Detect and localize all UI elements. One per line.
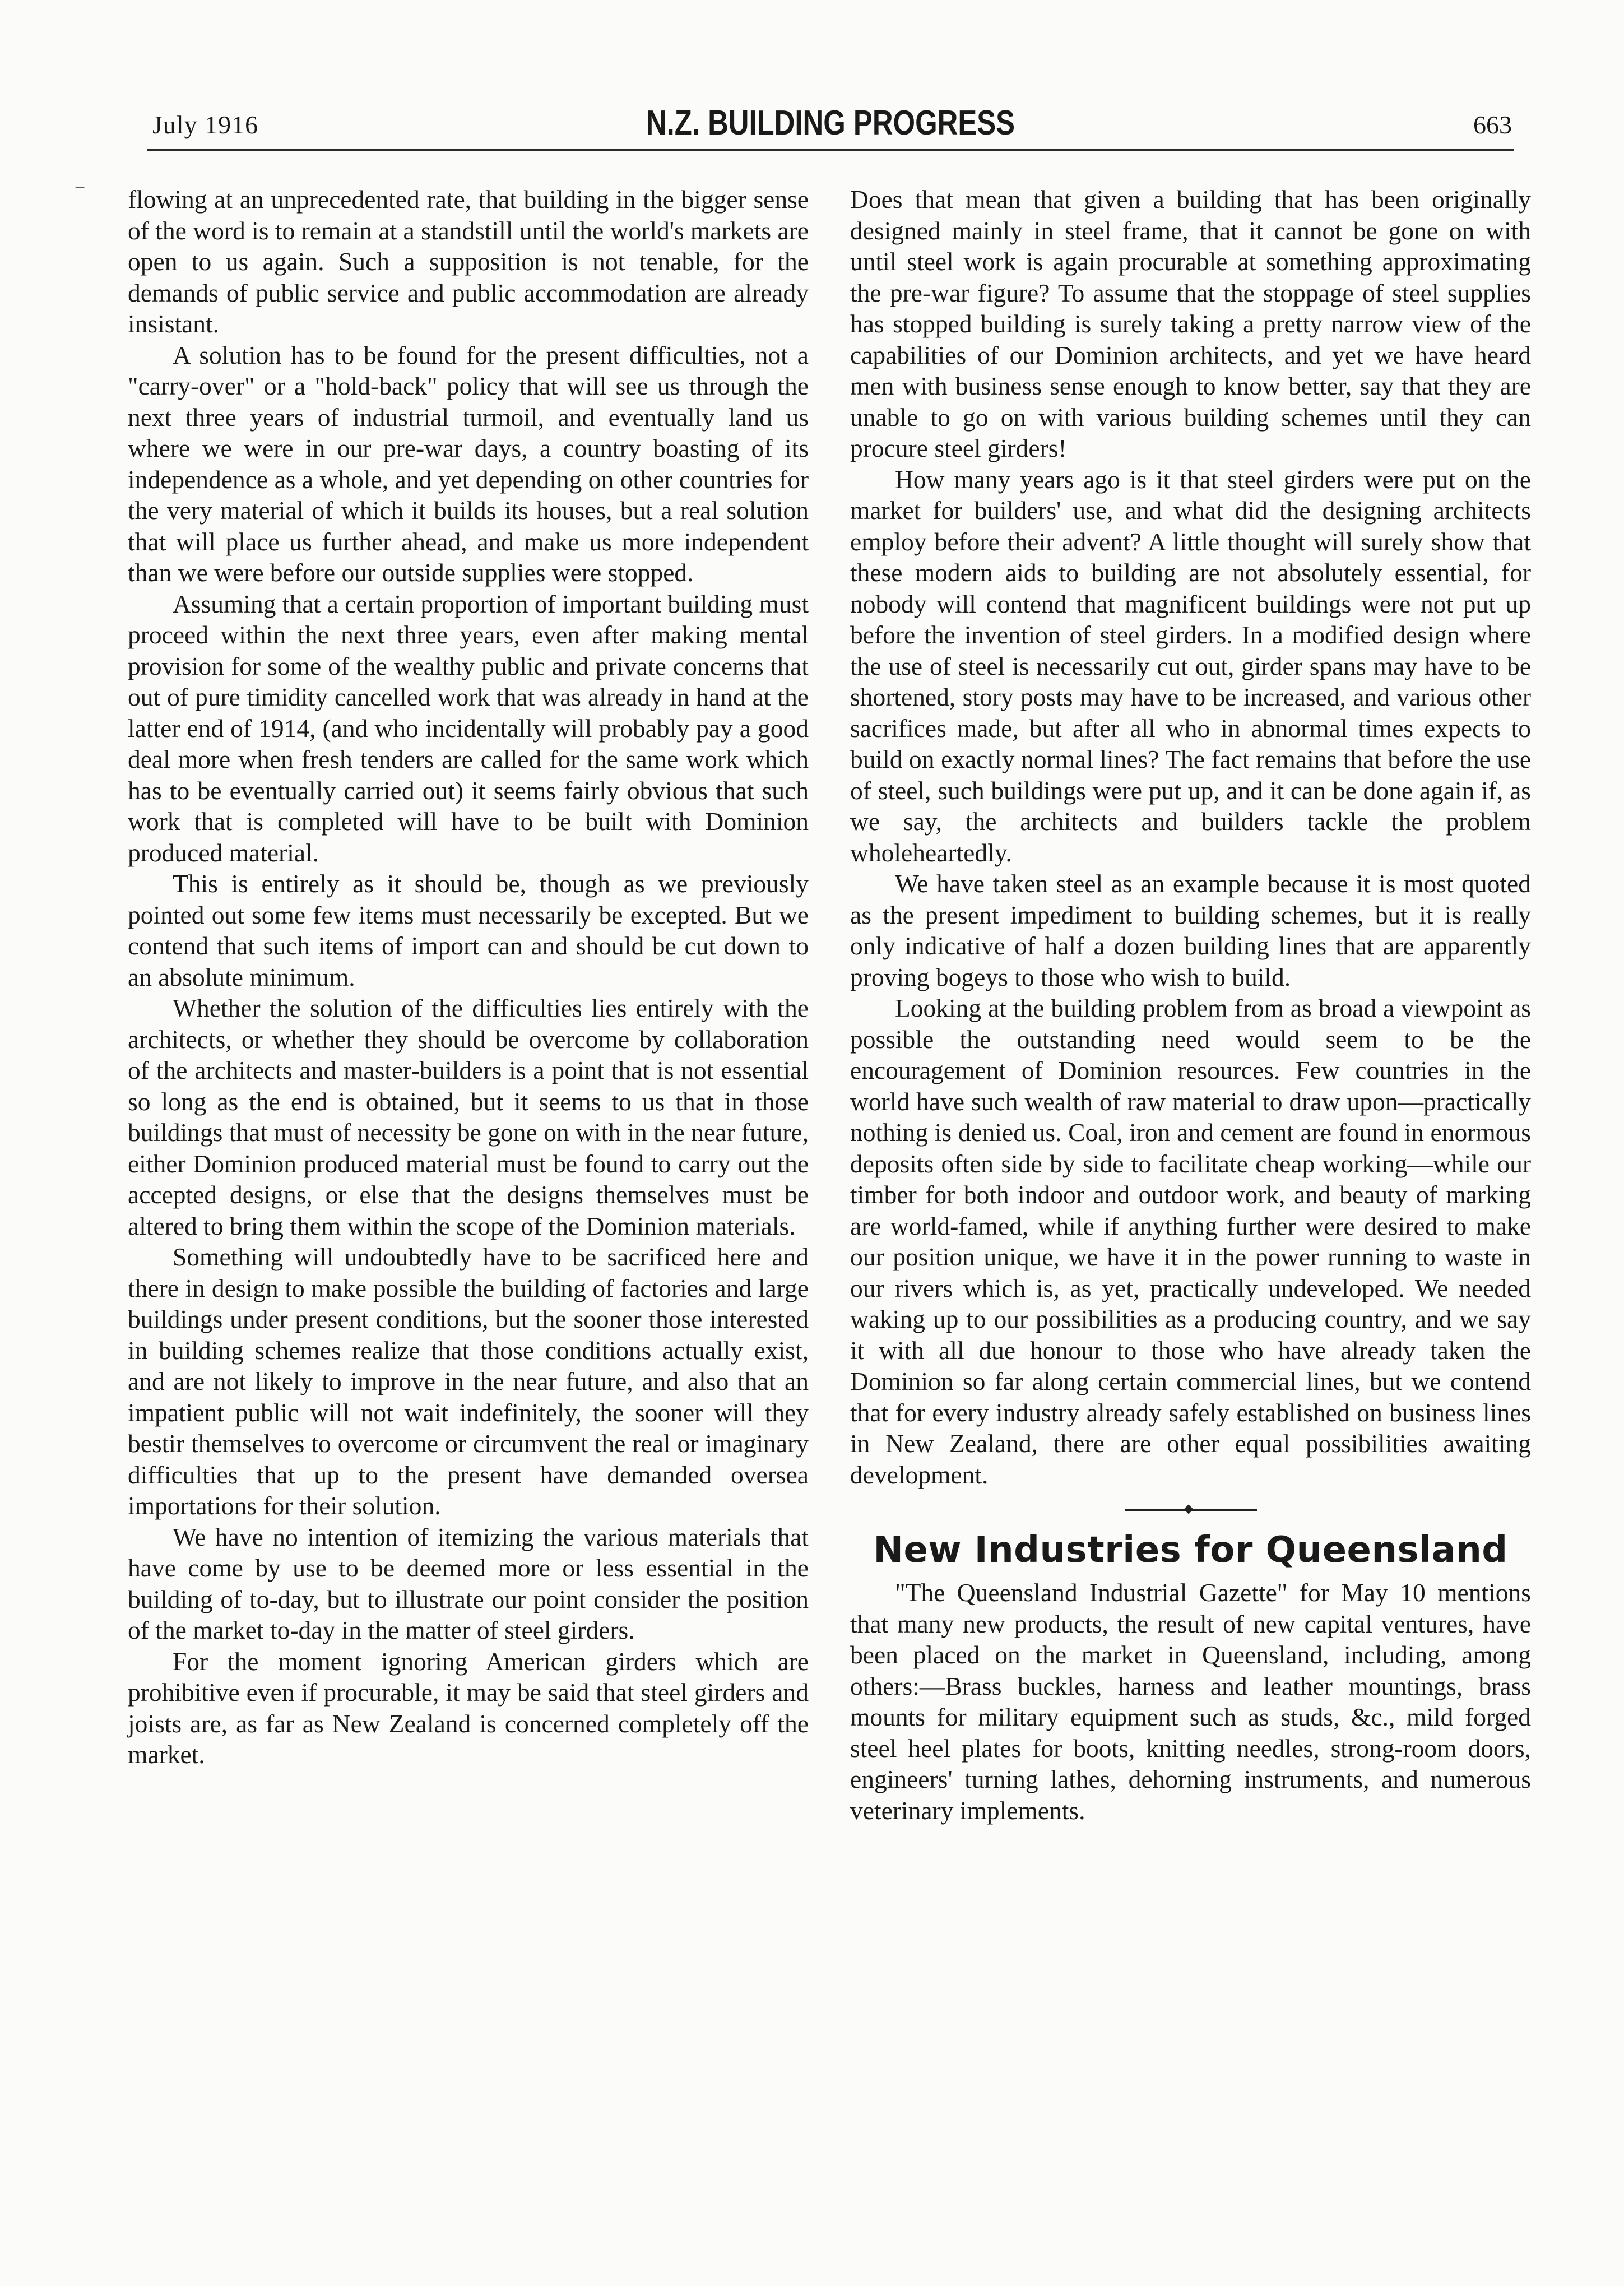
paragraph: How many years ago is it that steel girders were put on the market for builders' use, and what did the designing architects employ before their advent? A little thought will surely show that these modern aids to building are not absolutely essential, for nobody will contend that magnificent buildings were not put up before the invention of steel girders. In a modified design where the use of steel is necessarily cut out, girder spans may have to be shortened, story posts may have to be increased, and various other sacrifices made, but after all who in abnormal times expects to build on exactly normal lines? The fact remains that before the use of steel, such buildings were put up, and it can be done again if, as we say, the architects and builders tackle the problem wholeheartedly. [850,465,1531,867]
divider-ornament [1184,1505,1193,1514]
margin-tick-mark: ⁻ [74,179,86,204]
paragraph: We have taken steel as an example because it is most quoted as the present impediment to building schemes, but it is really only indicative of half a dozen building lines that are apparently proving bogeys to those who wish to build. [850,869,1531,991]
paragraph: This is entirely as it should be, though as we previously pointed out some few items must necessarily be excepted. But we contend that such items of import can and should be cut down to an absolute minimum. [128,869,809,991]
header-rule [147,149,1514,151]
page-number: 663 [1473,110,1512,139]
paragraph: Something will undoubtedly have to be sacrificed here and there in design to make possible the building of factories and large buildings under present conditions, but the sooner those interested in building schemes realize that those conditions actually exist, and are not likely to improve in the near future, and also that an impatient public will not wait indefinitely, the sooner will they bestir themselves to overcome or circumvent the real or imaginary difficulties that up to the present have demanded oversea importations for their solution. [128,1242,809,1520]
section-divider [1125,1509,1257,1511]
publication-title: N.Z. BUILDING PROGRESS [646,104,1015,142]
right-column [850,184,1531,1826]
paragraph: We have no intention of itemizing the various materials that have come by use to be deemed more or less essential in the building of to-day, but to illustrate our point consider the position of the market to-day in the matter of steel girders. [128,1522,809,1644]
paragraph: Whether the solution of the difficulties lies entirely with the architects, or whether they should be overcome by collaboration of the architects and master-builders is a point that is not essential so long as the end is obtained, but it seems to us that in those buildings that must of necessity be gone on with in the near future, either Dominion produced material must be found to carry out the accepted designs, or else that the designs themselves must be altered to bring them within the scope of the Dominion materials. [128,994,809,1240]
running-head [147,105,1514,156]
paragraph: flowing at an unprecedented rate, that building in the bigger sense of the word is to remain at a standstill until the world's markets are open to us again. Such a supposition is not tenable, for the demands of public service and public accommodation are already insistant. [128,185,809,338]
issue-date: July 1916 [152,110,259,139]
left-column [128,184,809,1770]
paragraph: "The Queensland Industrial Gazette" for May 10 mentions that many new products, the result of new capital ventures, have been placed on the market in Queensland, including, among others:—Brass buckles, harness and leather mountings, brass mounts for military equipment such as studs, &c., mild forged steel heel plates for boots, knitting needles, strong-room doors, engineers' turning lathes, dehorning instruments, and numerous veterinary implements. [850,1578,1531,1825]
paragraph: A solution has to be found for the present difficulties, not a "carry-over" or a "hold-back" policy that will see us through the next three years of industrial turmoil, and eventually land us where we were in our pre-war days, a country boasting of its independence as a whole, and yet depending on other countries for the very material of which it builds its houses, but a real solution that will place us further ahead, and make us more independent than we were before our outside supplies were stopped. [128,340,809,587]
paragraph: For the moment ignoring American girders which are prohibitive even if procurable, it may be said that steel girders and joists are, as far as New Zealand is concerned completely off the market. [128,1647,809,1769]
paragraph: Assuming that a certain proportion of important building must proceed within the next three years, even after making mental provision for some of the wealthy public and private concerns that out of pure timidity cancelled work that was already in hand at the latter end of 1914, (and who incidentally will probably pay a good deal more when fresh tenders are called for the same work which has to be eventually carried out) it seems fairly obvious that such work that is completed will have to be built with Dominion produced material. [128,589,809,867]
paragraph: Looking at the building problem from as broad a viewpoint as possible the outstanding need would seem to be the encouragement of Dominion resources. Few countries in the world have such wealth of raw material to draw upon—practically nothing is denied us. Coal, iron and cement are found in enormous deposits often side by side to facilitate cheap working—while our timber for both indoor and outdoor work, and beauty of marking are world-famed, while if anything further were desired to make our position unique, we have it in the power running to waste in our rivers which is, as yet, practically undeveloped. We needed waking up to our possibilities as a producing country, and we say it with all due honour to those who have already taken the Dominion so far along certain commercial lines, but we contend that for every industry already safely established on business lines in New Zealand, there are other equal possibilities awaiting development. [850,994,1531,1489]
paragraph: Does that mean that given a building that has been originally designed mainly in steel frame, that it cannot be gone on with until steel work is again procurable at something approximating the pre-war figure? To assume that the stoppage of steel supplies has stopped building is surely taking a pretty narrow view of the capabilities of our Dominion architects, and yet we have heard men with business sense enough to know better, say that they are unable to go on with various building schemes until they can procure steel girders! [850,185,1531,462]
section-heading: New Industries for Queensland [873,1529,1508,1571]
